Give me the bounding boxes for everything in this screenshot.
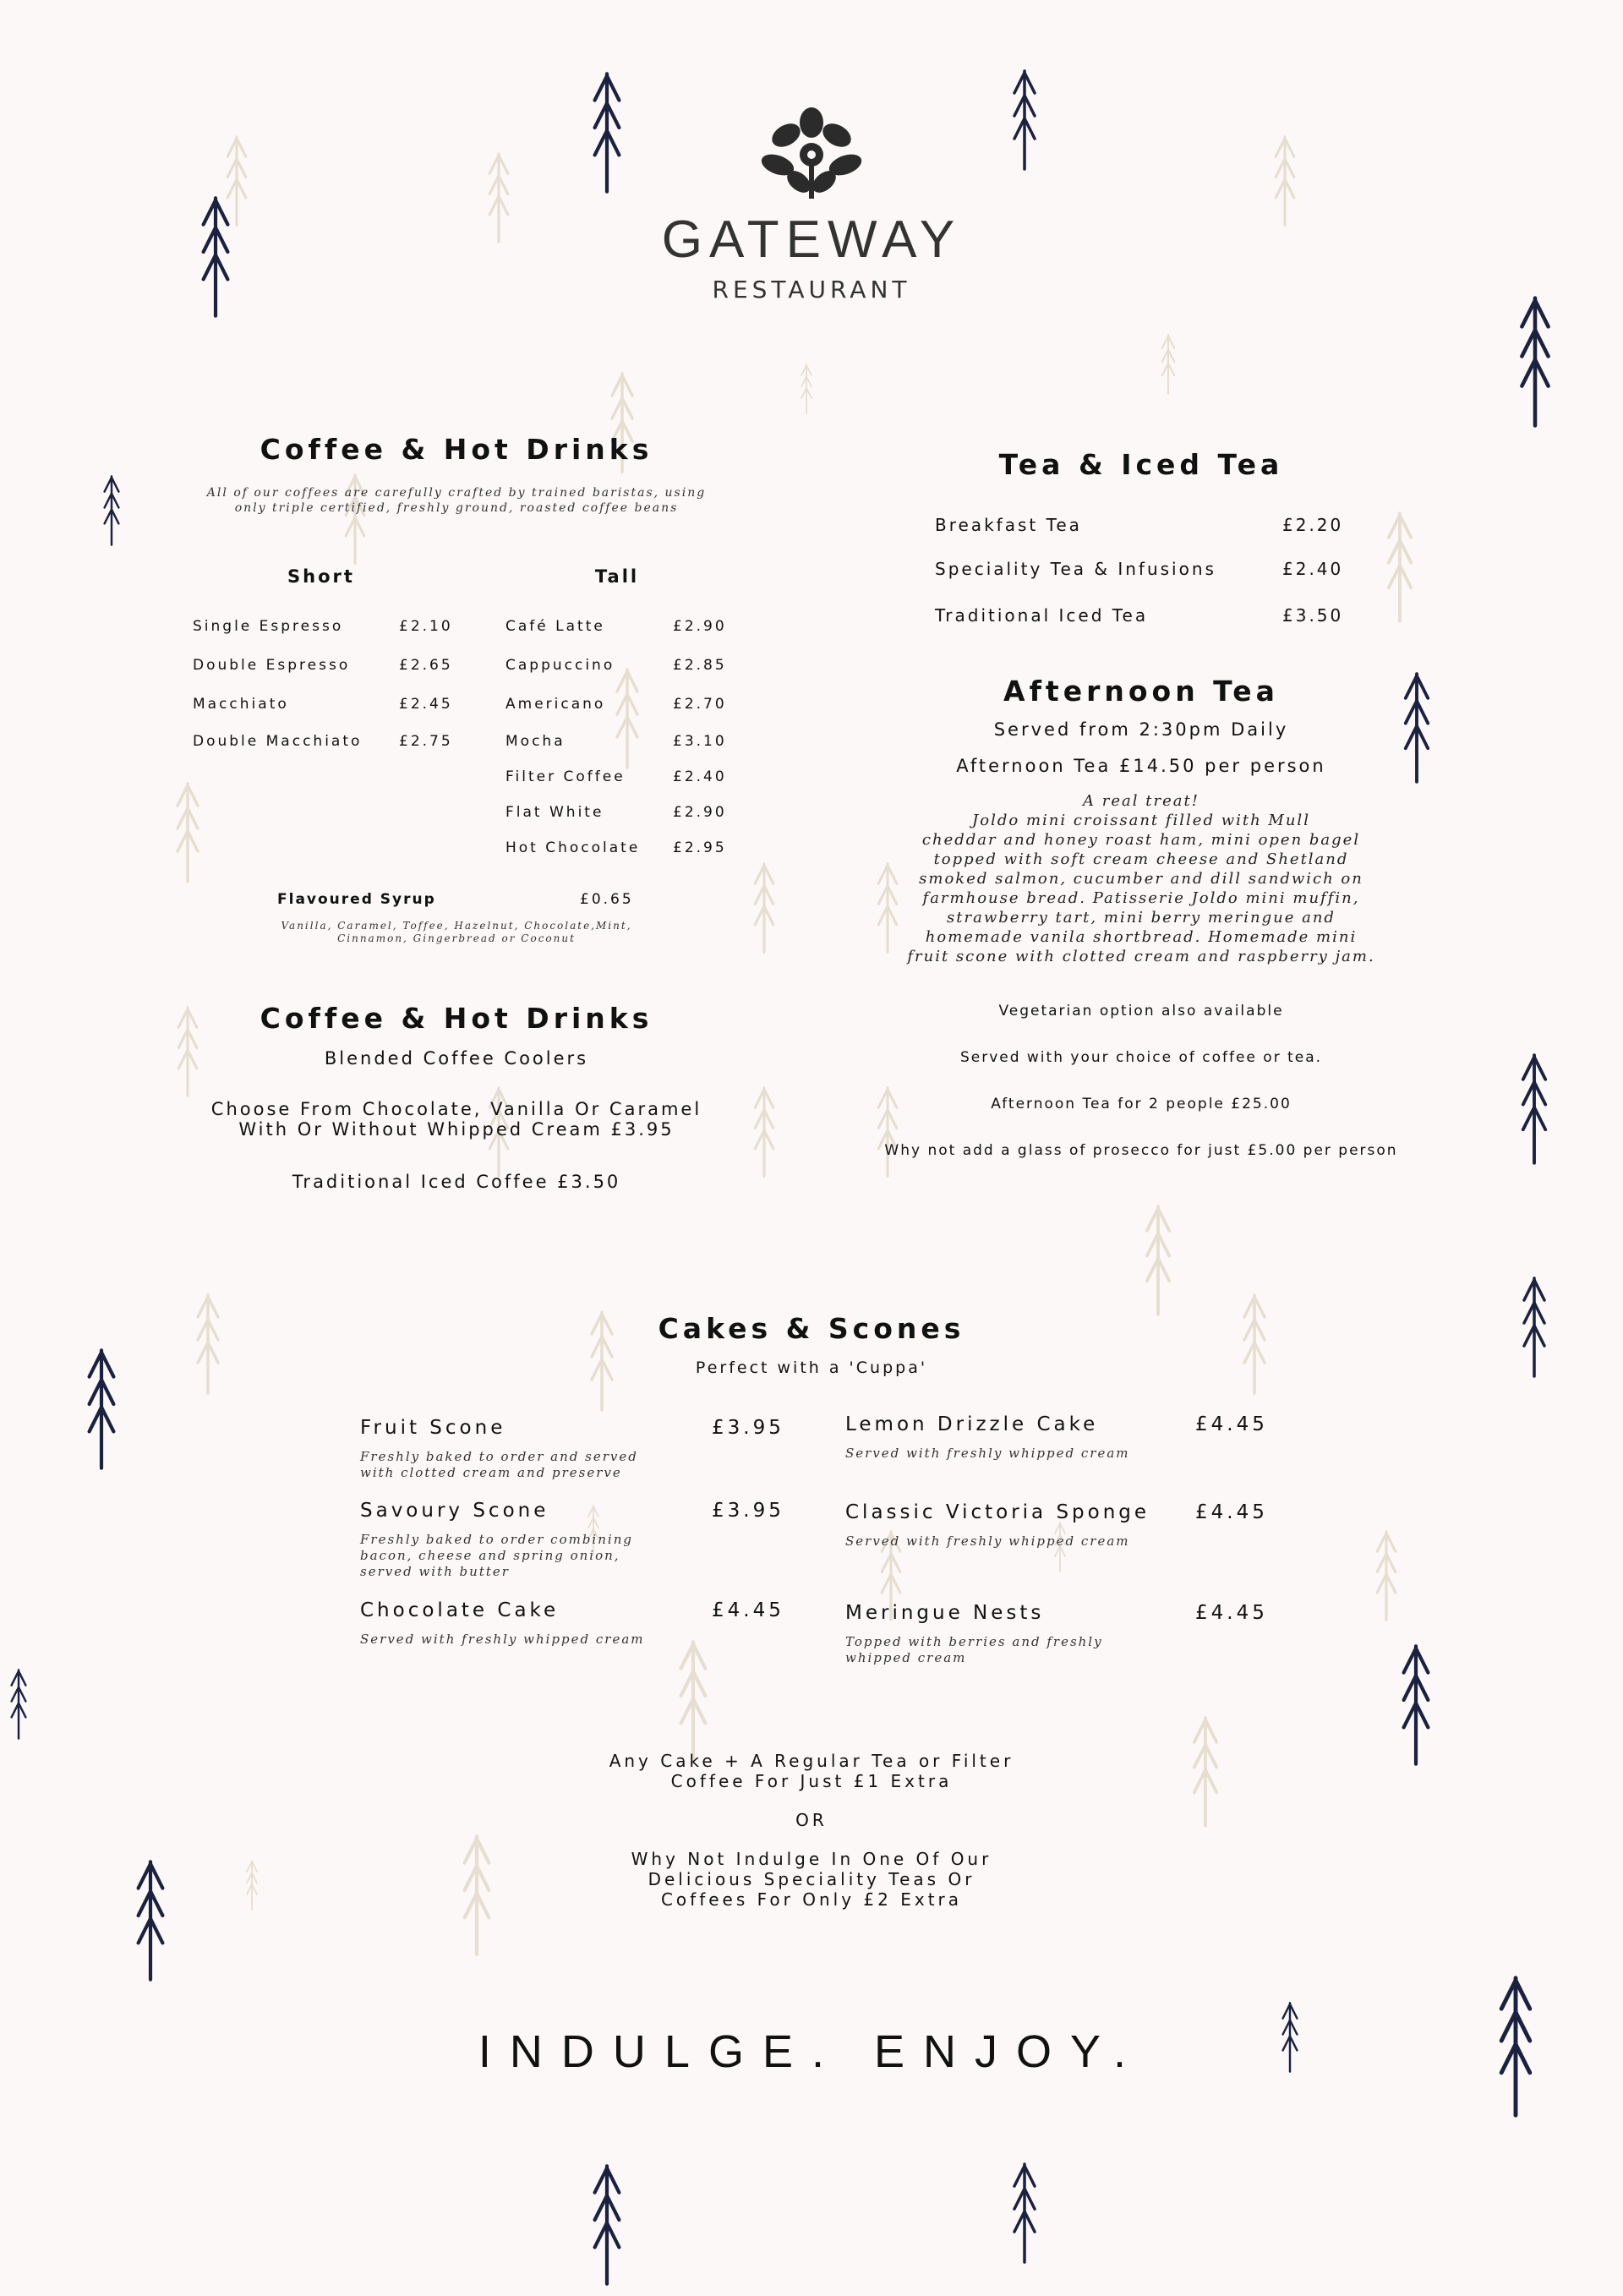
coffee-section-title: Coffee & Hot Drinks (260, 433, 653, 466)
short-drink-price: £2.10 (399, 618, 453, 635)
cake-name: Lemon Drizzle Cake (845, 1413, 1099, 1435)
cake-desc-line: Served with freshly whipped cream (845, 1446, 1130, 1461)
brand-name: GATEWAY (661, 210, 962, 269)
cake-description (845, 1533, 1183, 1550)
footer-tagline: INDULGE. ENJOY. (478, 2026, 1145, 2077)
afternoon-desc-line: A real treat! (1083, 792, 1199, 810)
cake-description (845, 1634, 1183, 1666)
beige-tree-icon (191, 1293, 225, 1395)
beige-tree-icon (1187, 1716, 1224, 1828)
tall-drink-price: £2.90 (673, 804, 727, 821)
flower-logo-icon (752, 89, 871, 207)
tall-drink-name: Americano (505, 696, 606, 713)
navy-tree-icon (1516, 1053, 1553, 1165)
short-drink-name: Double Espresso (193, 657, 351, 674)
cake-desc-line: Served with freshly whipped cream (845, 1533, 1130, 1549)
offer-2-line-2: Delicious Speciality Teas Or (648, 1869, 975, 1889)
afternoon-served: Served from 2:30pm Daily (993, 719, 1289, 740)
cake-name: Chocolate Cake (360, 1599, 560, 1621)
beige-tree-icon (171, 782, 205, 883)
tall-drink-name: Cappuccino (505, 657, 615, 674)
beige-tree-icon (172, 1006, 203, 1097)
cake-description (845, 1446, 1183, 1462)
tall-drink-price: £2.40 (673, 768, 727, 785)
prosecco-note: Why not add a glass of prosecco for just £5.00 per person (884, 1142, 1398, 1159)
navy-tree-icon (81, 1348, 122, 1470)
coolers-section-title: Coffee & Hot Drinks (260, 1002, 653, 1035)
tall-drink-price: £2.85 (673, 657, 727, 674)
cake-description (360, 1449, 698, 1481)
cake-desc-line: Freshly baked to order and served (360, 1449, 638, 1464)
navy-tree-icon (1008, 2162, 1041, 2264)
afternoon-desc-line: fruit scone with clotted cream and raspberry jam. (907, 948, 1375, 965)
tall-drink-name: Filter Coffee (505, 768, 626, 785)
navy-tree-icon (1396, 1644, 1436, 1766)
afternoon-tea-title: Afternoon Tea (1003, 675, 1279, 708)
beige-tree-icon (1371, 1530, 1402, 1621)
tall-drink-name: Café Latte (505, 618, 605, 635)
navy-tree-icon (1008, 69, 1041, 171)
coffee-intro: All of our coffees are carefully crafted by trained baristas, using only triple certified, freshly ground, roasted coffee beans (206, 486, 707, 515)
cake-price: £3.95 (712, 1417, 784, 1439)
beige-tree-icon (798, 364, 815, 414)
afternoon-desc-line: Joldo mini croissant filled with Mull (972, 812, 1310, 829)
beige-tree-icon (749, 1086, 779, 1178)
short-drink-name: Macchiato (193, 696, 289, 713)
syrup-flavours: Vanilla, Caramel, Toffee, Hazelnut, Chocolate,Mint, Cinnamon, Gingerbread or Coconut (281, 920, 632, 944)
brand-subtitle: RESTAURANT (712, 276, 911, 303)
beige-tree-icon (749, 862, 779, 954)
afternoon-desc-line: smoked salmon, cucumber and dill sandwich on (919, 870, 1363, 888)
cake-price: £4.45 (1195, 1501, 1268, 1523)
afternoon-for-two: Afternoon Tea for 2 people £25.00 (991, 1096, 1292, 1112)
cake-name: Classic Victoria Sponge (845, 1501, 1150, 1523)
coolers-subtitle: Blended Coffee Coolers (324, 1048, 589, 1069)
iced-coffee-line: Traditional Iced Coffee £3.50 (292, 1172, 621, 1192)
short-header: Short (287, 566, 355, 587)
afternoon-desc-line: farmhouse bread. Patisserie Joldo mini muffin, (922, 889, 1360, 907)
cake-name: Meringue Nests (845, 1602, 1045, 1624)
syrup-price: £0.65 (580, 891, 634, 908)
tall-drink-name: Mocha (505, 733, 566, 750)
beige-tree-icon (1158, 334, 1178, 395)
beige-tree-icon (1139, 1205, 1177, 1316)
served-choice-note: Served with your choice of coffee or tea. (959, 1049, 1323, 1066)
afternoon-desc-line: strawberry tart, mini berry meringue and (947, 909, 1336, 927)
beige-tree-icon (673, 1640, 713, 1762)
offer-2-line-3: Coffees For Only £2 Extra (660, 1889, 963, 1910)
tall-drink-price: £3.10 (673, 733, 727, 750)
cake-name: Fruit Scone (360, 1417, 506, 1439)
navy-tree-icon (1278, 2002, 1302, 2073)
afternoon-desc-line: cheddar and honey roast ham, mini open bagel (921, 831, 1361, 849)
tall-drink-name: Hot Chocolate (505, 839, 641, 856)
cake-desc-line: bacon, cheese and spring onion, (360, 1548, 620, 1563)
beige-tree-icon (243, 1860, 260, 1911)
cake-price: £4.45 (1195, 1602, 1268, 1624)
afternoon-price-line: Afternoon Tea £14.50 per person (956, 756, 1326, 776)
cake-desc-line: whipped cream (845, 1650, 967, 1665)
tea-section-title: Tea & Iced Tea (998, 448, 1284, 481)
cake-desc-line: with clotted cream and preserve (360, 1465, 622, 1480)
beige-tree-icon (1270, 135, 1300, 227)
tall-drink-name: Flat White (505, 804, 604, 821)
cakes-subtitle: Perfect with a 'Cuppa' (695, 1358, 928, 1377)
tall-drink-price: £2.70 (673, 696, 727, 713)
cake-name: Savoury Scone (360, 1500, 549, 1522)
afternoon-desc-line: homemade vanila shortbread. Homemade mini (925, 928, 1358, 946)
offer-1-line-1: Any Cake + A Regular Tea or Filter (609, 1751, 1014, 1771)
cake-desc-line: Freshly baked to order combining (360, 1532, 633, 1547)
short-drink-name: Double Macchiato (193, 733, 363, 750)
beige-tree-icon (221, 135, 252, 227)
afternoon-desc-line: topped with soft cream cheese and Shetland (933, 850, 1349, 868)
beige-tree-icon (1381, 511, 1418, 623)
cake-desc-line: Topped with berries and freshly (845, 1634, 1103, 1649)
tall-drink-price: £2.95 (673, 839, 727, 856)
coolers-line-2: With Or Without Whipped Cream £3.95 (238, 1119, 675, 1140)
tea-price: £2.20 (1282, 515, 1344, 535)
offer-or: OR (795, 1810, 828, 1830)
short-drink-price: £2.65 (399, 657, 453, 674)
offer-speciality (473, 1849, 1150, 1910)
cake-desc-line: served with butter (360, 1564, 510, 1579)
cake-desc-line: Served with freshly whipped cream (360, 1632, 645, 1647)
offer-cake-tea (473, 1751, 1150, 1791)
navy-tree-icon (7, 1669, 30, 1740)
navy-tree-icon (587, 72, 627, 194)
navy-tree-icon (587, 2164, 627, 2286)
vegetarian-note: Vegetarian option also available (998, 1003, 1284, 1020)
navy-tree-icon (1513, 296, 1557, 428)
tall-drink-price: £2.90 (673, 618, 727, 635)
tea-name: Traditional Iced Tea (935, 605, 1149, 626)
beige-tree-icon (1238, 1293, 1271, 1395)
navy-tree-icon (1492, 1976, 1539, 2118)
cake-price: £4.45 (1195, 1413, 1268, 1435)
short-drink-name: Single Espresso (193, 618, 344, 635)
navy-tree-icon (1517, 1276, 1551, 1378)
cakes-section-title: Cakes & Scones (658, 1312, 965, 1345)
tall-header: Tall (594, 566, 640, 587)
tea-name: Speciality Tea & Infusions (935, 559, 1216, 579)
cake-price: £3.95 (712, 1500, 784, 1522)
beige-tree-icon (610, 668, 644, 769)
tea-name: Breakfast Tea (935, 515, 1082, 535)
cake-price: £4.45 (712, 1599, 784, 1621)
navy-tree-icon (100, 475, 123, 546)
offer-1-line-2: Coffee For Just £1 Extra (670, 1771, 953, 1791)
cake-description (360, 1532, 698, 1580)
tea-price: £2.40 (1282, 559, 1344, 579)
offer-2-line-1: Why Not Indulge In One Of Our (631, 1849, 992, 1869)
tea-price: £3.50 (1282, 605, 1344, 626)
short-drink-price: £2.45 (399, 696, 453, 713)
navy-tree-icon (130, 1860, 171, 1982)
coolers-line-1: Choose From Chocolate, Vanilla Or Caramel (210, 1099, 702, 1119)
cake-description (360, 1632, 698, 1648)
short-drink-price: £2.75 (399, 733, 453, 750)
beige-tree-icon (484, 152, 514, 243)
afternoon-description (837, 791, 1445, 966)
syrup-name: Flavoured Syrup (277, 891, 436, 908)
